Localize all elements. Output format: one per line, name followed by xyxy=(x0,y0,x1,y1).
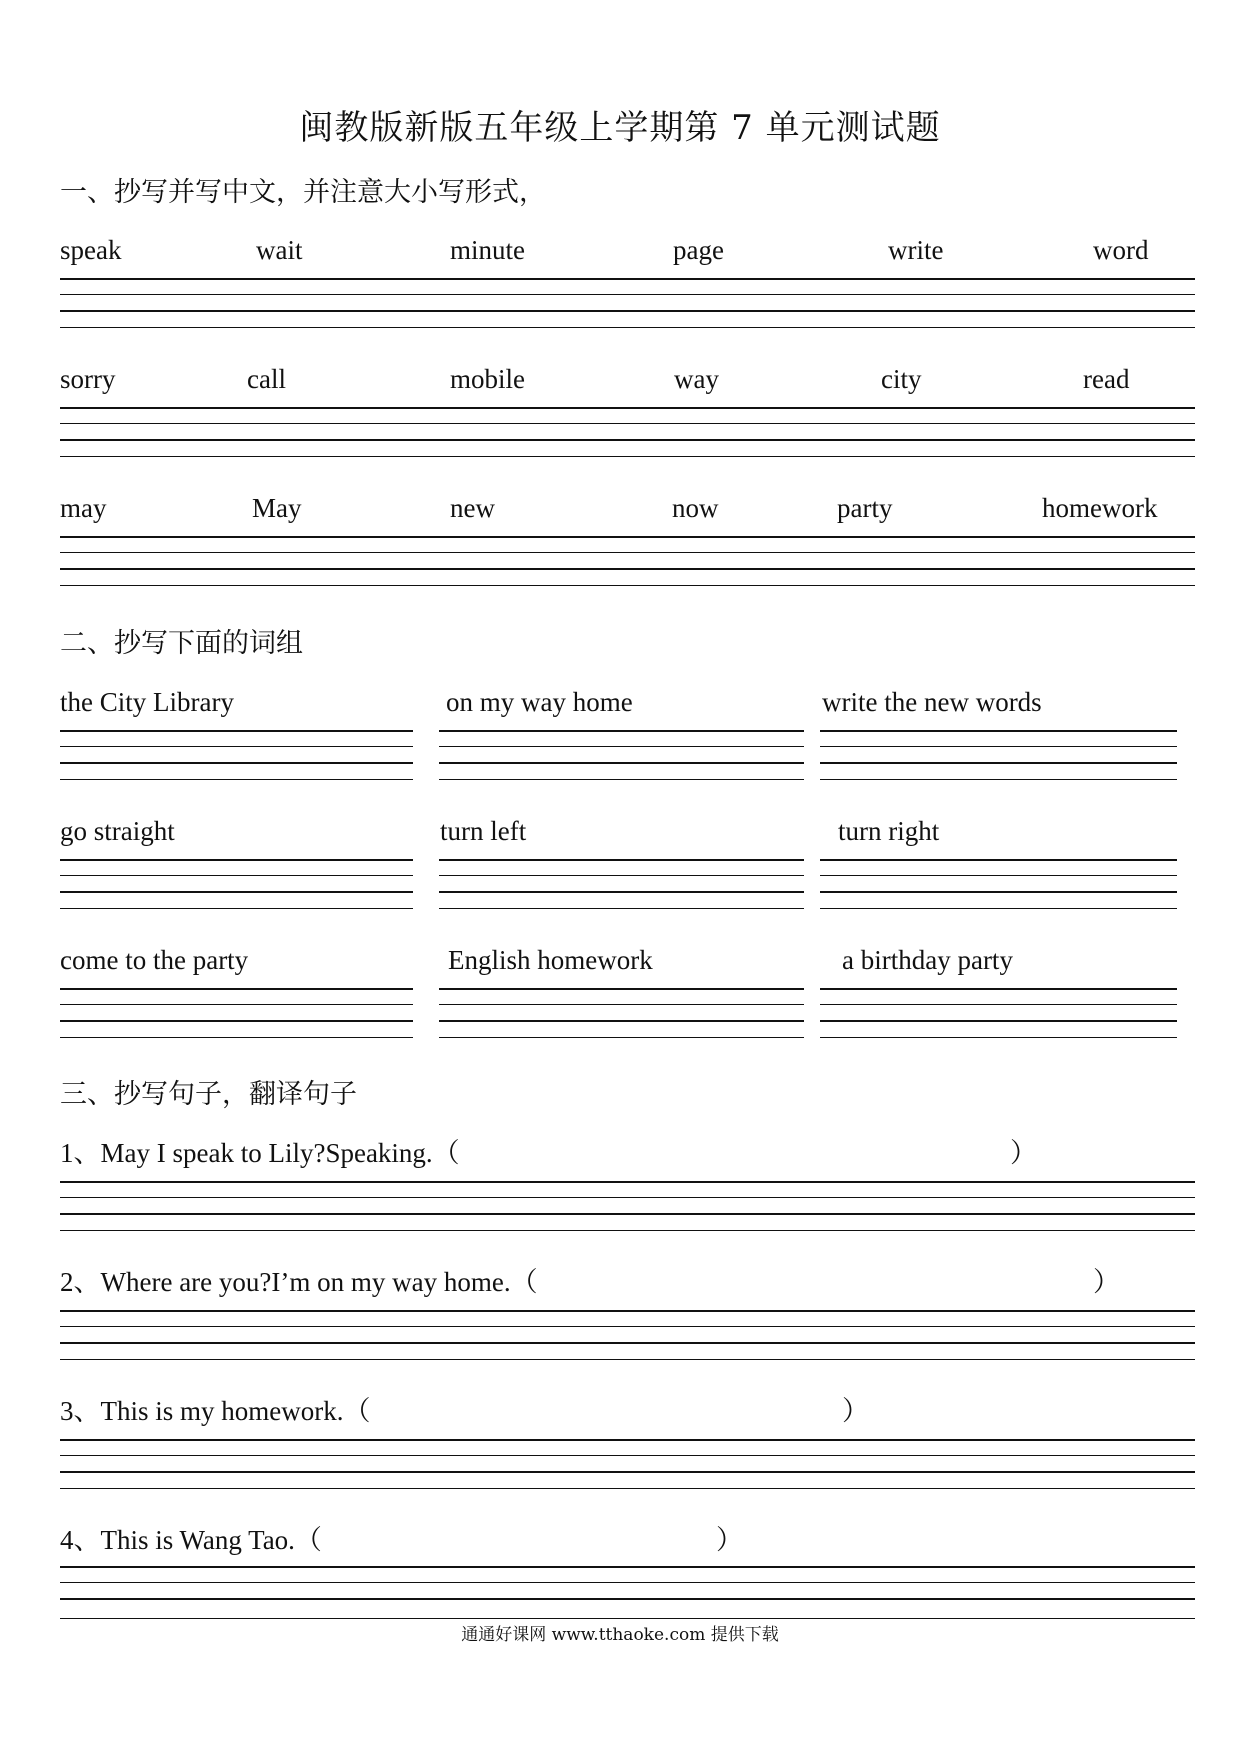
word-row-2 xyxy=(60,364,1195,394)
word-item: city xyxy=(881,364,922,394)
word-item: wait xyxy=(256,235,303,265)
phrase-text: on my way home xyxy=(446,687,633,717)
writing-lines xyxy=(60,1439,1195,1491)
writing-lines xyxy=(820,988,1177,1040)
phrase-cell xyxy=(439,687,804,783)
phrase-cell xyxy=(820,945,1177,1041)
word-item: read xyxy=(1083,364,1130,394)
writing-lines xyxy=(820,859,1177,911)
phrase-text: turn left xyxy=(440,816,527,846)
word-item: minute xyxy=(450,235,525,265)
section-2-heading: 二、抄写下面的词组 xyxy=(60,628,303,659)
word-item: mobile xyxy=(450,364,525,394)
word-item: new xyxy=(450,493,495,523)
sentence-2: 2、Where are you?I’m on my way home.（ xyxy=(60,1267,538,1297)
sentence-4: 4、This is Wang Tao.（ xyxy=(60,1525,322,1555)
close-paren: ） xyxy=(716,1525,743,1555)
section-3-heading: 三、抄写句子，翻译句子 xyxy=(60,1079,357,1110)
writing-lines xyxy=(439,859,804,911)
word-item: May xyxy=(252,493,302,523)
writing-lines xyxy=(820,730,1177,782)
phrase-cell xyxy=(60,687,413,783)
word-item: now xyxy=(672,493,719,523)
writing-lines xyxy=(60,859,413,911)
writing-lines xyxy=(439,730,804,782)
word-item: sorry xyxy=(60,364,116,394)
word-item: call xyxy=(247,364,286,394)
phrase-cell xyxy=(820,816,1177,912)
writing-lines xyxy=(60,988,413,1040)
phrase-cell xyxy=(439,945,804,1041)
writing-lines xyxy=(439,988,804,1040)
phrase-cell xyxy=(820,687,1177,783)
word-item: page xyxy=(673,235,724,265)
phrase-text: turn right xyxy=(838,816,940,846)
word-item: write xyxy=(888,235,944,265)
writing-lines xyxy=(60,1566,1195,1606)
phrase-text: go straight xyxy=(60,816,175,846)
word-item: party xyxy=(837,493,893,523)
writing-lines xyxy=(60,1310,1195,1362)
word-item: word xyxy=(1093,235,1149,265)
close-paren: ） xyxy=(1093,1267,1120,1297)
word-item: way xyxy=(674,364,719,394)
word-row-1 xyxy=(60,235,1195,265)
section-1-heading: 一、抄写并写中文，并注意大小写形式， xyxy=(60,177,546,208)
close-paren: ） xyxy=(1010,1138,1037,1168)
writing-lines xyxy=(60,536,1195,588)
word-row-3 xyxy=(60,493,1195,523)
word-item: may xyxy=(60,493,107,523)
writing-lines xyxy=(60,730,413,782)
phrase-cell xyxy=(60,816,413,912)
sentence-1: 1、May I speak to Lily?Speaking.（ xyxy=(60,1138,460,1168)
phrase-cell xyxy=(60,945,413,1041)
page-title: 闽教版新版五年级上学期第 7 单元测试题 xyxy=(299,108,941,148)
phrase-cell xyxy=(439,816,804,912)
writing-lines xyxy=(60,278,1195,330)
phrase-text: English homework xyxy=(448,945,653,975)
sentence-3: 3、This is my homework.（ xyxy=(60,1396,371,1426)
phrase-text: come to the party xyxy=(60,945,249,975)
writing-lines xyxy=(60,407,1195,459)
phrase-text: the City Library xyxy=(60,687,234,717)
phrase-text: a birthday party xyxy=(842,945,1013,975)
word-item: speak xyxy=(60,235,122,265)
word-item: homework xyxy=(1042,493,1158,523)
footer-text: 通通好课网 www.tthaoke.com 提供下载 xyxy=(461,1625,779,1645)
close-paren: ） xyxy=(842,1396,869,1426)
phrase-text: write the new words xyxy=(822,687,1042,717)
writing-lines xyxy=(60,1181,1195,1233)
footer-rule xyxy=(60,1618,1195,1619)
